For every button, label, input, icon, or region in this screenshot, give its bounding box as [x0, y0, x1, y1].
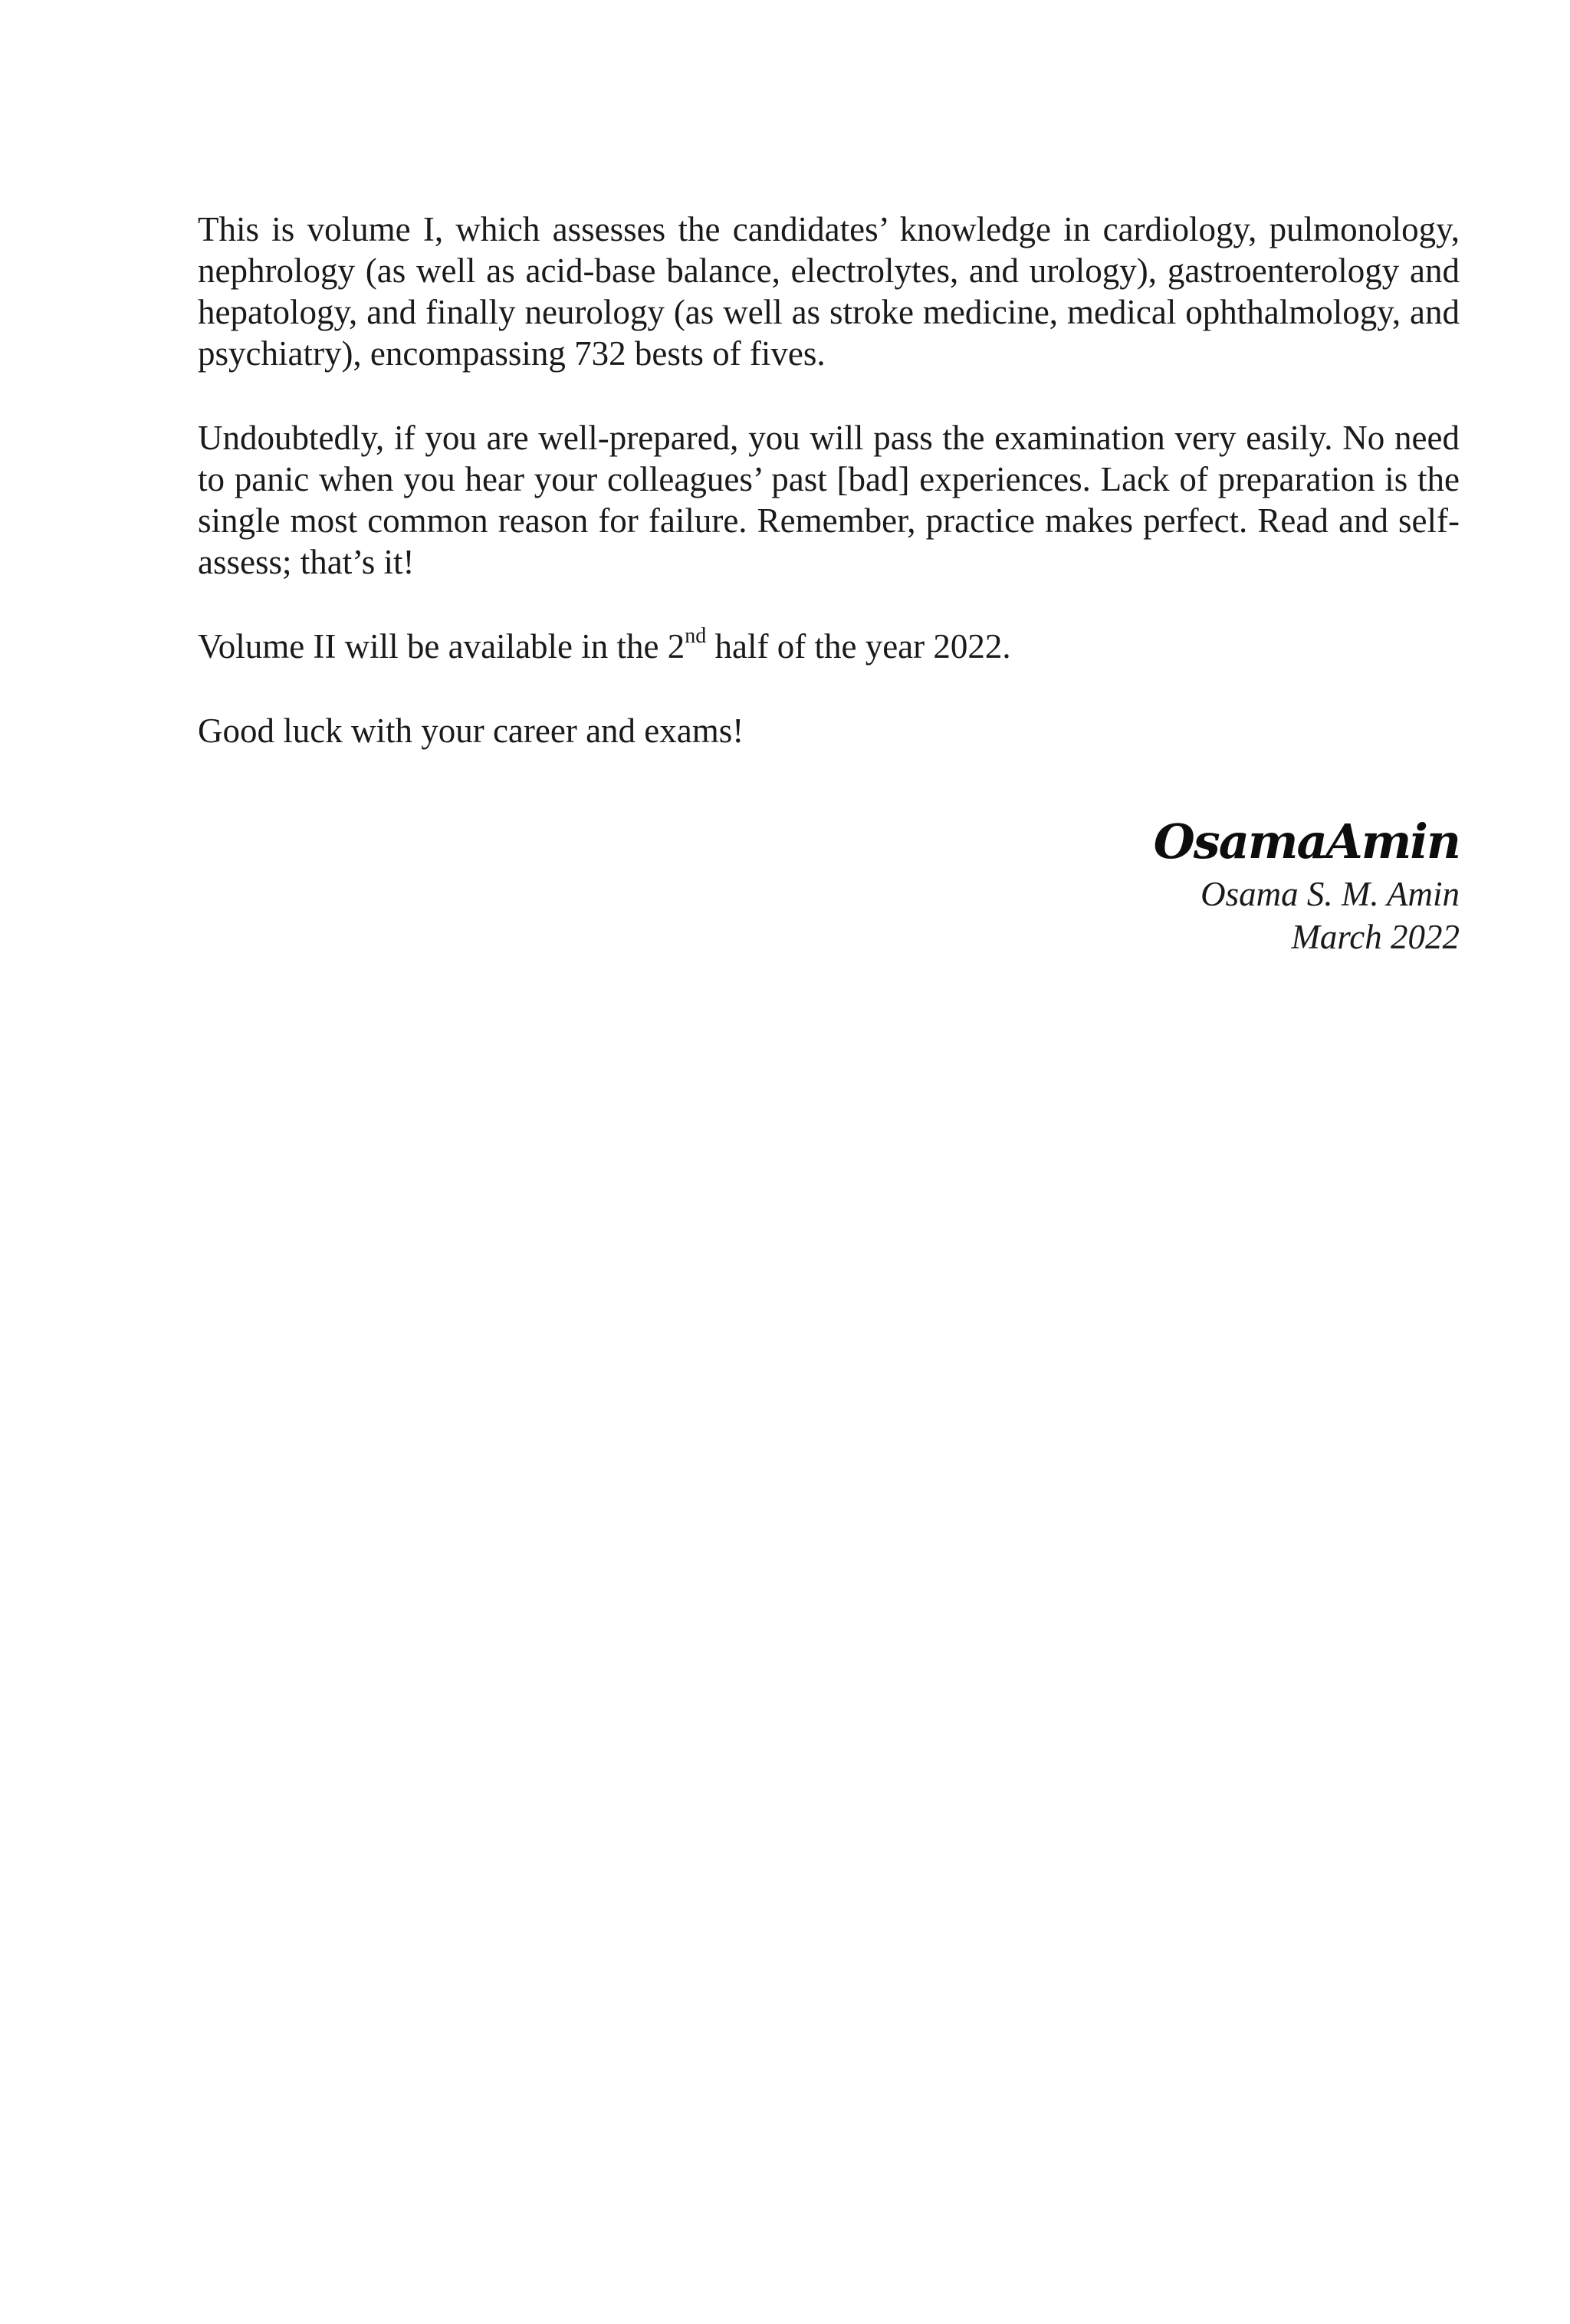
signature-block: [923, 811, 1460, 958]
volume-two-text-end: half of the year 2022.: [706, 627, 1011, 666]
letter-body: [198, 209, 1460, 794]
handwritten-signature: OsamaAmin: [1153, 814, 1460, 869]
paragraph-volume-scope: This is volume I, which assesses the candidates’ knowledge in cardiology, pulmonology, nephrology (as well as acid-base balance, electrolytes, and urology), gastroenterology and hepatology, and finally neurology (as well as stroke medicine, medical ophthalmology, and psychiatry), encompassing 732 bests of fives.: [198, 210, 1460, 373]
ordinal-superscript: nd: [685, 624, 707, 648]
paragraph-preparation-advice: Undoubtedly, if you are well-prepared, you will pass the examination very easily. No need to panic when you hear your colleagues’ past [bad] experiences. Lack of preparation is the single most common reason for failure. Remember, practice makes perfect. Read and self-assess; that’s it!: [198, 419, 1460, 581]
volume-two-text-start: Volume II will be available in the 2: [198, 627, 685, 666]
author-name: Osama S. M. Amin: [1200, 875, 1460, 913]
paragraph-good-luck: Good luck with your career and exams!: [198, 712, 744, 750]
signature-date: March 2022: [1291, 918, 1460, 956]
paragraph-volume-two-availability: [198, 626, 1460, 667]
